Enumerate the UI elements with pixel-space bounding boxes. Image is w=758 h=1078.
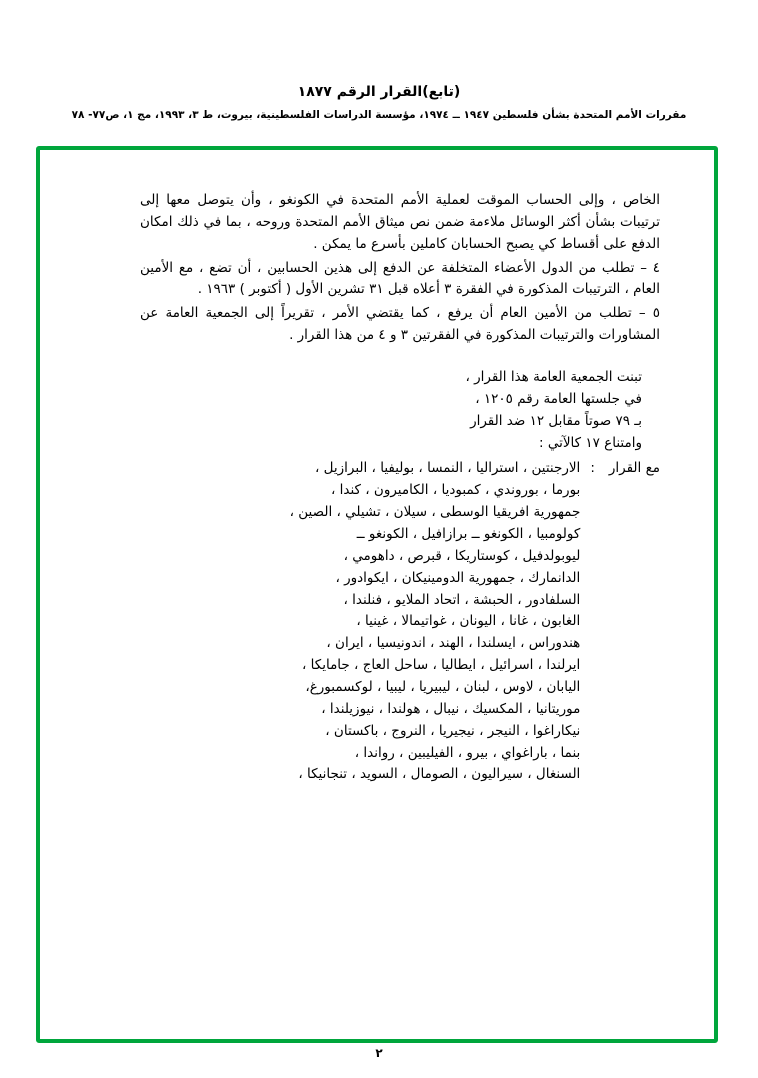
document-body <box>140 190 660 786</box>
list-item: ايرلندا ، اسرائيل ، ايطاليا ، ساحل العاج ، جامايكا ، <box>301 657 581 674</box>
list-item: موريتانيا ، المكسيك ، نيبال ، هولندا ، نيوزيلندا ، <box>321 700 581 717</box>
list-item: هندوراس ، ايسلندا ، الهند ، اندونيسيا ، ايران ، <box>326 635 581 652</box>
list-item: كولومبيا ، الكونغو ــ برازافيل ، الكونغو ــ <box>356 526 581 543</box>
countries-label: مع القرار <box>608 460 660 477</box>
header-title: (تابع)القرار الرقم ١٨٧٧ <box>297 84 461 100</box>
countries-list <box>140 458 580 786</box>
list-item: السلفادور ، الحبشة ، اتحاد الملايو ، فنلندا ، <box>343 591 581 608</box>
list-item: الغابون ، غانا ، اليونان ، غواتيمالا ، غينيا ، <box>356 613 581 630</box>
paragraph-item-5: ٥ – تطلب من الأمين العام أن يرفع ، كما يقتضي الأمر ، تقريراً إلى الجمعية العامة عن المشاورات والترتيبات المذكورة في الفقرتين ٣ و ٤ من هذا القرار . <box>140 305 660 344</box>
list-item: نيكاراغوا ، النيجر ، نيجيريا ، النروج ، باكستان ، <box>325 722 581 739</box>
list-item: بنما ، باراغواي ، بيرو ، الفيليبين ، رواندا ، <box>354 744 581 761</box>
list-item: ليوبولدفيل ، كوستاريكا ، قبرص ، داهومي ، <box>343 547 581 564</box>
list-item: اليابان ، لاوس ، لبنان ، ليبيريا ، ليبيا ، لوكسمبورغ، <box>305 679 581 696</box>
countries-in-favour <box>140 458 660 786</box>
page-header <box>0 84 758 121</box>
countries-separator: : <box>590 460 595 477</box>
vote-line-tally: بـ ٧٩ صوتاً مقابل ١٢ ضد القرار <box>470 412 642 429</box>
list-item: السنغال ، سيراليون ، الصومال ، السويد ، تنجانيكا ، <box>298 766 581 783</box>
paragraph-item-4: ٤ – تطلب من الدول الأعضاء المتخلفة عن الدفع إلى هذين الحسابين ، أن تضع ، مع الأمين العام ، الترتيبات المذكورة في الفقرة ٣ أعلاه قبل ٣١ تشرين الأول ( أكتوبر ) ١٩٦٣ . <box>140 259 660 298</box>
vote-line-meeting: في جلستها العامة رقم ١٢٠٥ ، <box>475 390 642 407</box>
list-item: الارجنتين ، استراليا ، النمسا ، بوليفيا ، البرازيل ، <box>314 460 581 477</box>
page-number: ٢ <box>375 1046 383 1060</box>
list-item: الدانمارك ، جمهورية الدومينيكان ، ايكوادور ، <box>335 569 581 586</box>
header-source-citation: مقررات الأمم المتحدة بشأن فلسطين ١٩٤٧ ــ ١٩٧٤، مؤسسة الدراسات الفلسطينية، بيروت، ط ٣، ١٩٩٣، مج ١، ص٧٧- ٧٨ <box>71 109 687 121</box>
spacer <box>140 347 660 367</box>
vote-line-adopted: تبنت الجمعية العامة هذا القرار ، <box>465 369 642 386</box>
list-item: جمهورية افريقيا الوسطى ، سيلان ، تشيلي ، الصين ، <box>289 504 581 521</box>
paragraph-continuation: الخاص ، وإلى الحساب الموقت لعملية الأمم المتحدة في الكونغو ، وأن يتوصل معها إلى ترتيبات بشأن أكثر الوسائل ملاءمة ضمن نص ميثاق الأمم المتحدة وروحه ، بما في ذلك امكان الدفع على أقساط كي يصبح الحسابان كاملين بأسرع ما يمكن . <box>140 192 660 252</box>
green-border-frame <box>36 146 718 1043</box>
vote-line-abstentions: وامتناع ١٧ كالآتي : <box>538 434 642 451</box>
vote-summary <box>140 367 660 454</box>
list-item: بورما ، بوروندي ، كمبوديا ، الكاميرون ، كندا ، <box>331 482 581 499</box>
